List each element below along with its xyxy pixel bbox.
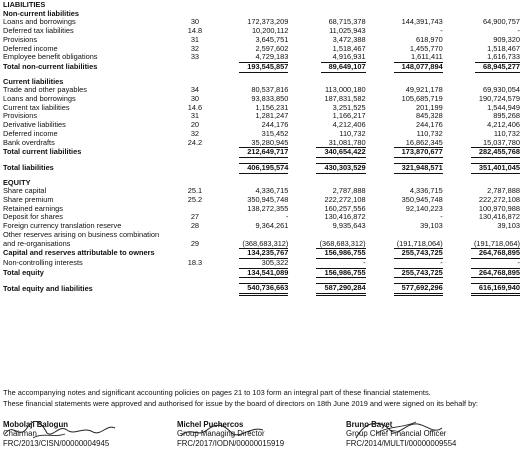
row-label: Trade and other payables xyxy=(3,86,87,95)
note-ref: 34 xyxy=(190,86,200,95)
value-cell: 31,081,780 xyxy=(328,138,366,147)
value-cell: - xyxy=(440,258,443,267)
total-row xyxy=(3,283,523,296)
value-cell: 130,416,872 xyxy=(324,213,366,222)
value-cell: (368,683,312) xyxy=(319,239,366,248)
value-cell xyxy=(214,248,291,259)
signatory-chairman xyxy=(3,420,109,448)
table-row xyxy=(3,18,523,27)
value-cell: 244,176 xyxy=(261,121,289,130)
total-row xyxy=(3,147,523,158)
value-cell: 15,037,780 xyxy=(483,138,520,147)
row-label: and re-organisations xyxy=(3,239,71,248)
value-cell xyxy=(291,163,368,174)
note-ref: 33 xyxy=(190,53,200,62)
value-cell xyxy=(369,268,446,279)
signatory-title: Chairman xyxy=(3,429,37,439)
liabilities-equity-table xyxy=(3,1,523,296)
signature-cfo xyxy=(346,418,446,442)
value-cell: 190,724,579 xyxy=(478,95,520,104)
total-value: 89,649,107 xyxy=(321,62,366,73)
row-label: Provisions xyxy=(3,35,38,44)
value-cell xyxy=(369,283,446,296)
note-ref xyxy=(176,163,215,174)
value-cell: 4,212,406 xyxy=(332,121,366,130)
note-ref xyxy=(176,268,215,279)
signatory-frc: FRC/2014/MULTI/00000009554 xyxy=(346,438,457,448)
note-ref: 25.2 xyxy=(187,196,203,205)
row-label: Deposit for shares xyxy=(3,213,63,222)
value-cell: - xyxy=(285,213,289,222)
row-label: Derivative liabilities xyxy=(3,121,66,130)
value-cell: 138,272,355 xyxy=(247,204,289,213)
value-cell: 10,200,112 xyxy=(251,27,289,36)
value-cell: 1,518,467 xyxy=(332,44,366,53)
value-cell: 244,176 xyxy=(416,121,443,130)
signatory-managing-director xyxy=(177,420,284,448)
value-cell: 68,715,378 xyxy=(328,18,366,27)
row-label: Other reserves arising on business combination xyxy=(3,230,160,239)
section-heading: LIABILITIES xyxy=(3,1,46,9)
value-cell xyxy=(369,62,446,73)
total-value: 587,290,284 xyxy=(316,283,365,296)
value-cell: 350,945,748 xyxy=(401,196,443,205)
value-cell: 315,452 xyxy=(261,129,289,138)
note-ref: 18.3 xyxy=(187,258,203,267)
total-label: Total equity and liabilities xyxy=(3,284,93,294)
value-cell: 93,833,850 xyxy=(251,95,289,104)
total-value: 340,654,422 xyxy=(316,147,365,158)
value-cell: 4,336,715 xyxy=(409,187,443,196)
table-row xyxy=(3,240,523,249)
notes-paragraph: The accompanying notes and significant accounting policies on pages 21 to 103 form an integral part of these financial statements. xyxy=(3,388,431,397)
total-value: 255,743,725 xyxy=(394,268,443,279)
value-cell: 35,280,945 xyxy=(251,138,289,147)
note-ref xyxy=(176,248,215,259)
value-cell xyxy=(214,147,291,158)
note-ref: 31 xyxy=(190,112,200,121)
table-row xyxy=(3,130,523,139)
value-cell: 92,140,223 xyxy=(405,204,443,213)
value-cell: - xyxy=(363,258,366,267)
note-ref: 20 xyxy=(190,121,200,130)
total-row xyxy=(3,248,523,259)
equity-heading-row xyxy=(3,179,523,188)
value-cell: 2,597,602 xyxy=(255,44,289,53)
value-cell: 110,732 xyxy=(416,129,443,138)
value-cell: 39,103 xyxy=(420,222,443,231)
signatory-name: Bruno Bayet xyxy=(346,420,393,429)
row-label: Retained earnings xyxy=(3,204,63,213)
value-cell xyxy=(291,283,368,296)
value-cell: 1,616,733 xyxy=(487,53,520,62)
table-row xyxy=(3,45,523,54)
value-cell: 9,935,643 xyxy=(332,222,366,231)
table-row xyxy=(3,53,523,62)
value-cell: 172,373,209 xyxy=(247,18,289,27)
table-row xyxy=(3,95,523,104)
table-row xyxy=(3,104,523,113)
value-cell: (368,683,312) xyxy=(242,239,289,248)
value-cell xyxy=(369,163,446,174)
value-cell: 49,921,178 xyxy=(405,86,443,95)
value-cell: (191,718,064) xyxy=(473,239,520,248)
signatory-frc: FRC/2013/CISN/00000004945 xyxy=(3,438,110,448)
signatory-title: Group Chief Financial Officer xyxy=(346,429,447,439)
row-label: Provisions xyxy=(3,112,38,121)
table-row xyxy=(3,112,523,121)
row-label: Non-controlling interests xyxy=(3,258,83,267)
table-row xyxy=(3,205,523,214)
value-cell xyxy=(214,268,291,279)
value-cell xyxy=(214,163,291,174)
value-cell: 64,900,757 xyxy=(483,18,520,27)
value-cell: 1,156,231 xyxy=(255,103,289,112)
note-ref: 14.8 xyxy=(187,27,203,36)
value-cell: - xyxy=(517,27,520,36)
value-cell: 9,364,261 xyxy=(255,222,289,231)
value-cell: 350,945,748 xyxy=(247,196,289,205)
value-cell: 39,103 xyxy=(497,222,520,231)
table-row xyxy=(3,187,523,196)
note-ref: 30 xyxy=(190,95,200,104)
value-cell xyxy=(291,248,368,259)
value-cell: 3,251,525 xyxy=(332,103,366,112)
row-label: Loans and borrowings xyxy=(3,95,76,104)
total-label: Total liabilities xyxy=(3,162,54,172)
section-heading: Non-current liabilities xyxy=(3,9,79,18)
signatory-frc: FRC/2017/IODN/00000015919 xyxy=(177,438,285,448)
total-row xyxy=(3,268,523,279)
value-cell: 1,455,770 xyxy=(409,44,443,53)
total-value: 351,401,045 xyxy=(471,163,520,174)
row-label: Employee benefit obligations xyxy=(3,53,98,62)
value-cell: 618,970 xyxy=(416,35,443,44)
value-cell: 895,268 xyxy=(493,112,520,121)
value-cell xyxy=(446,62,523,73)
value-cell: 80,537,816 xyxy=(251,86,289,95)
statement-sheet xyxy=(3,1,523,296)
note-ref xyxy=(176,283,215,296)
statement-notes xyxy=(3,388,521,409)
total-value: 406,195,574 xyxy=(239,163,288,174)
total-value: 212,649,717 xyxy=(239,147,288,158)
note-ref: 32 xyxy=(190,129,200,138)
value-cell: 113,000,180 xyxy=(325,86,366,95)
row-label: Deferred income xyxy=(3,129,58,138)
approval-paragraph: These financial statements were approved and authorised for issue by the board of directors on 18th June 2019 and were signed on its behalf by: xyxy=(3,398,478,408)
value-cell: 845,328 xyxy=(416,112,443,121)
note-ref: 27 xyxy=(190,213,200,222)
table-row xyxy=(3,213,523,222)
table-row xyxy=(3,121,523,130)
note-ref: 31 xyxy=(190,35,200,44)
total-value: 134,541,089 xyxy=(239,268,288,279)
total-value: 321,948,571 xyxy=(394,163,443,174)
total-value: 264,768,895 xyxy=(471,248,520,259)
value-cell xyxy=(446,283,523,296)
value-cell: 222,272,108 xyxy=(324,196,366,205)
signature-chairman xyxy=(3,418,123,442)
value-cell: 909,320 xyxy=(493,35,520,44)
value-cell: (191,718,064) xyxy=(396,239,443,248)
value-cell: 4,729,183 xyxy=(255,53,289,62)
value-cell xyxy=(369,248,446,259)
note-ref xyxy=(176,147,215,158)
table-row xyxy=(3,139,523,148)
total-value: 264,768,895 xyxy=(471,268,520,279)
value-cell: 4,336,715 xyxy=(255,187,289,196)
row-label: Share capital xyxy=(3,187,47,196)
value-cell xyxy=(446,163,523,174)
total-value: 134,235,767 xyxy=(239,248,288,259)
note-ref: 25.1 xyxy=(187,187,203,196)
total-label: Total non-current liabilities xyxy=(3,61,98,71)
row-label: Foreign currency translation reserve xyxy=(3,222,122,231)
note-ref xyxy=(176,62,215,73)
value-cell: 4,916,931 xyxy=(332,53,366,62)
value-cell xyxy=(214,62,291,73)
value-cell: 4,212,406 xyxy=(487,121,520,130)
value-cell: 110,732 xyxy=(339,129,366,138)
total-value: 540,736,663 xyxy=(239,283,288,296)
value-cell xyxy=(446,268,523,279)
total-value: 282,455,768 xyxy=(471,147,520,158)
table-row xyxy=(3,36,523,45)
signatory-title: Group Managing Director xyxy=(177,429,265,439)
total-row xyxy=(3,62,523,73)
section-heading: Current liabilities xyxy=(3,77,64,86)
value-cell: 2,787,888 xyxy=(487,187,520,196)
total-label: Total current liabilities xyxy=(3,147,82,157)
row-label: Loans and borrowings xyxy=(3,18,76,27)
note-ref: 32 xyxy=(190,44,200,53)
row-label: Bank overdrafts xyxy=(3,138,55,147)
total-value: 255,743,725 xyxy=(394,248,443,259)
total-value: 156,986,755 xyxy=(316,268,365,279)
row-label: Current tax liabilities xyxy=(3,103,70,112)
value-cell: 1,281,247 xyxy=(255,112,289,121)
total-value: 156,986,755 xyxy=(316,248,365,259)
value-cell: 187,831,582 xyxy=(324,95,366,104)
total-value: 148,077,894 xyxy=(394,62,443,73)
note-ref: 29 xyxy=(190,239,200,248)
value-cell: 1,166,217 xyxy=(332,112,366,121)
value-cell xyxy=(214,283,291,296)
value-cell: 305,322 xyxy=(261,258,289,267)
total-value: 193,545,857 xyxy=(239,62,288,73)
total-value: 577,692,296 xyxy=(394,283,443,296)
table-row xyxy=(3,259,523,268)
total-value: 616,169,940 xyxy=(471,283,520,296)
value-cell: 3,645,751 xyxy=(255,35,289,44)
value-cell: - xyxy=(517,258,520,267)
value-cell: 16,862,345 xyxy=(405,138,443,147)
value-cell: 69,930,054 xyxy=(483,86,520,95)
value-cell: 160,257,556 xyxy=(324,204,366,213)
value-cell: 130,416,872 xyxy=(478,213,520,222)
table-row xyxy=(3,27,523,36)
value-cell xyxy=(369,147,446,158)
total-row xyxy=(3,163,523,174)
value-cell: 1,544,949 xyxy=(487,103,520,112)
note-ref: 30 xyxy=(190,18,200,27)
row-label: Deferred tax liabilities xyxy=(3,27,74,36)
value-cell: - xyxy=(440,213,443,222)
value-cell: 11,025,943 xyxy=(329,27,366,36)
value-cell: 110,732 xyxy=(493,129,520,138)
value-cell: - xyxy=(440,27,443,36)
signatory-name: Michel Puchercos xyxy=(177,420,244,429)
value-cell: 201,199 xyxy=(416,103,443,112)
value-cell xyxy=(291,268,368,279)
note-ref xyxy=(176,205,215,214)
value-cell xyxy=(291,147,368,158)
value-cell xyxy=(446,147,523,158)
value-cell: 3,472,388 xyxy=(332,35,366,44)
value-cell xyxy=(291,62,368,73)
value-cell: 222,272,108 xyxy=(478,196,520,205)
row-label: Deferred income xyxy=(3,44,58,53)
signatory-cfo xyxy=(346,420,456,448)
signature-block xyxy=(0,420,526,468)
total-value: 68,945,277 xyxy=(475,62,520,73)
value-cell: 1,611,411 xyxy=(410,53,443,62)
note-ref: 24.2 xyxy=(187,138,203,147)
section-heading: EQUITY xyxy=(3,178,31,187)
signatory-name: Mobolaji Balogun xyxy=(3,420,68,429)
table-row xyxy=(3,222,523,231)
table-row xyxy=(3,196,523,205)
row-label: Share premium xyxy=(3,196,54,205)
section-heading-row xyxy=(3,10,523,19)
note-ref: 28 xyxy=(190,222,200,231)
value-cell: 144,391,743 xyxy=(401,18,443,27)
liabilities-title xyxy=(3,1,523,10)
section-heading-row xyxy=(3,78,523,87)
value-cell xyxy=(446,248,523,259)
value-cell: 2,787,888 xyxy=(332,187,366,196)
value-cell: 100,970,988 xyxy=(478,204,520,213)
note-ref: 14.6 xyxy=(187,103,203,112)
table-row xyxy=(3,231,523,240)
total-label: Capital and reserves attributable to owners xyxy=(3,248,155,258)
total-label: Total equity xyxy=(3,267,44,277)
signature-managing-director xyxy=(177,418,287,442)
table-row xyxy=(3,86,523,95)
total-value: 430,303,529 xyxy=(316,163,365,174)
value-cell: 1,518,467 xyxy=(487,44,520,53)
total-value: 173,870,677 xyxy=(394,147,443,158)
value-cell: 105,685,719 xyxy=(401,95,443,104)
